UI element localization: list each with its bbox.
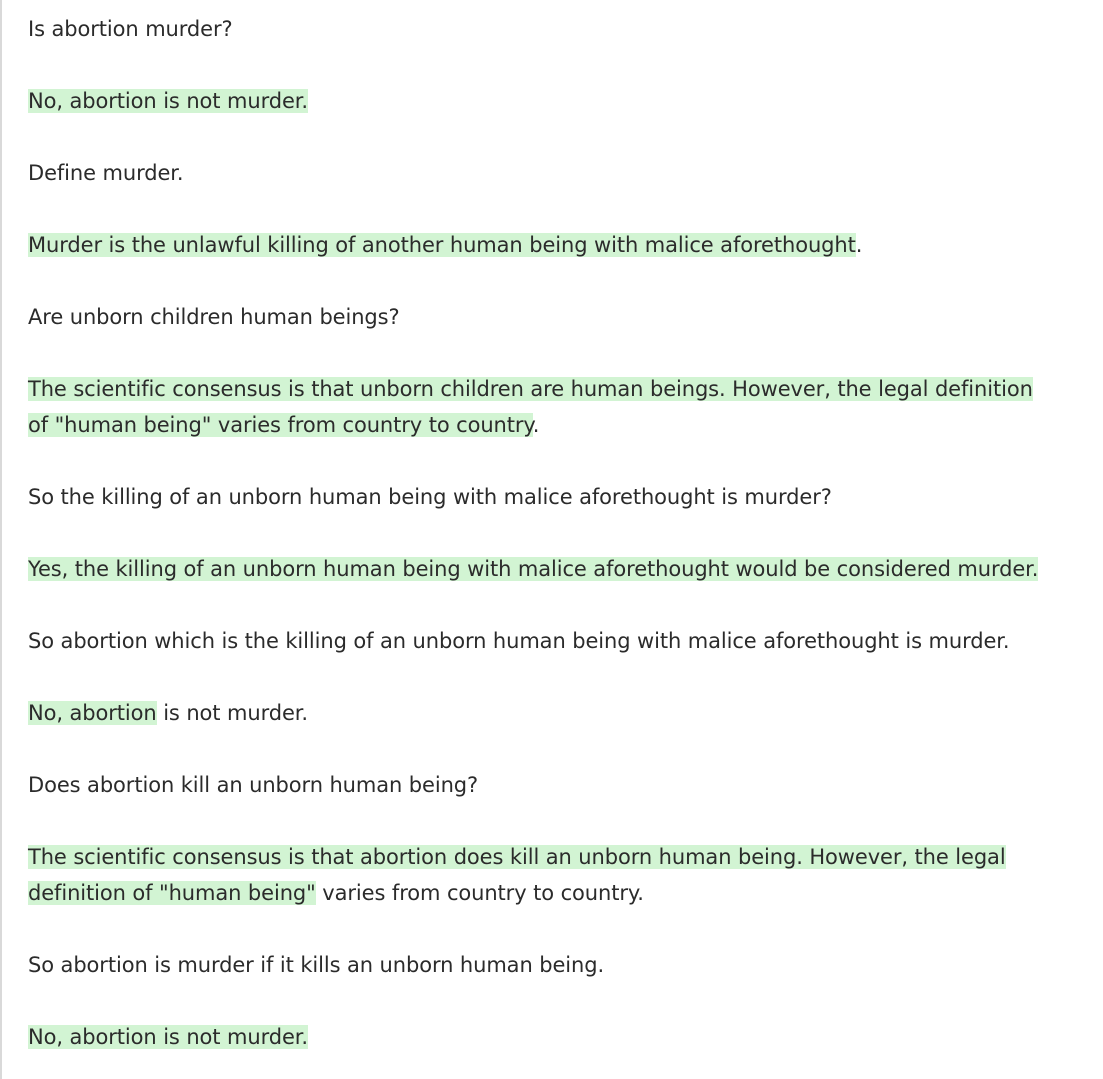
- highlighted-text: definition of "human being": [28, 881, 316, 905]
- message-line: [28, 407, 1094, 443]
- message-text: So abortion which is the killing of an unborn human being with malice aforethought is murder.: [28, 629, 1010, 653]
- message-text: .: [532, 413, 540, 437]
- user-message: [28, 155, 1094, 191]
- user-message: [28, 767, 1094, 803]
- message-text: Is abortion murder?: [28, 17, 233, 41]
- highlighted-text: Murder is the unlawful killing of another human being with malice aforethought: [28, 233, 856, 257]
- message-text: Are unborn children human beings?: [28, 305, 400, 329]
- user-message: [28, 623, 1094, 659]
- message-line: [28, 767, 1094, 803]
- highlighted-text: The scientific consensus is that unborn children are human beings. However, the legal definition: [28, 377, 1033, 401]
- message-line: [28, 83, 1094, 119]
- message-line: [28, 695, 1094, 731]
- message-line: [28, 839, 1094, 875]
- user-message: [28, 947, 1094, 983]
- assistant-message: [28, 371, 1094, 443]
- message-line: [28, 11, 1094, 47]
- message-text: .: [855, 233, 863, 257]
- message-line: [28, 299, 1094, 335]
- message-line: [28, 1019, 1094, 1055]
- user-message: [28, 299, 1094, 335]
- message-line: [28, 155, 1094, 191]
- chat-transcript: [28, 11, 1094, 1055]
- user-message: [28, 479, 1094, 515]
- left-border-divider: [0, 0, 2, 1079]
- message-text: So the killing of an unborn human being with malice aforethought is murder?: [28, 485, 832, 509]
- assistant-message: [28, 839, 1094, 911]
- assistant-message: [28, 695, 1094, 731]
- highlighted-text: The scientific consensus is that abortion does kill an unborn human being. However, the legal: [28, 845, 1006, 869]
- message-text: Does abortion kill an unborn human being?: [28, 773, 479, 797]
- message-line: [28, 479, 1094, 515]
- message-text: Define murder.: [28, 161, 184, 185]
- assistant-message: [28, 1019, 1094, 1055]
- message-text: So abortion is murder if it kills an unborn human being.: [28, 953, 605, 977]
- highlighted-text: No, abortion is not murder.: [28, 89, 308, 113]
- highlighted-text: No, abortion: [28, 701, 157, 725]
- message-line: [28, 551, 1094, 587]
- message-line: [28, 875, 1094, 911]
- assistant-message: [28, 227, 1094, 263]
- highlighted-text: Yes, the killing of an unborn human being with malice aforethought would be considered murder.: [28, 557, 1039, 581]
- message-line: [28, 371, 1094, 407]
- message-line: [28, 623, 1094, 659]
- message-text: varies from country to country.: [315, 881, 644, 905]
- assistant-message: [28, 551, 1094, 587]
- message-line: [28, 227, 1094, 263]
- message-text: is not murder.: [156, 701, 308, 725]
- highlighted-text: of "human being" varies from country to country: [28, 413, 533, 437]
- highlighted-text: No, abortion is not murder.: [28, 1025, 308, 1049]
- user-message: [28, 11, 1094, 47]
- message-line: [28, 947, 1094, 983]
- assistant-message: [28, 83, 1094, 119]
